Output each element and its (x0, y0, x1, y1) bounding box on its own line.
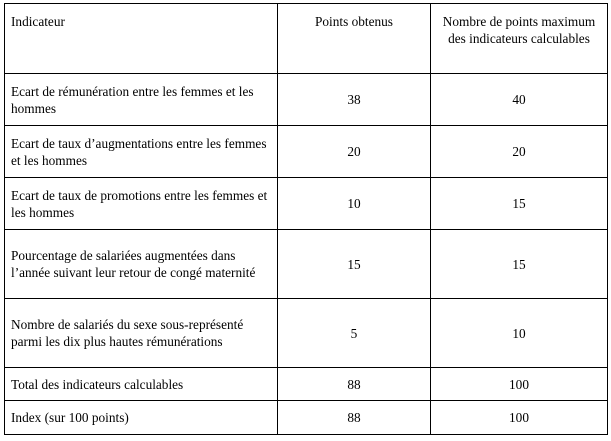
indicator-cell: Pourcentage de salariées augmentées dans l’année suivant leur retour de congé maternité (5, 230, 278, 299)
points-cell: 5 (278, 299, 431, 368)
points-cell: 38 (278, 74, 431, 126)
table-header-row (5, 4, 608, 74)
max-points-cell: 100 (431, 401, 608, 435)
table-row (5, 299, 608, 368)
max-points-cell: 40 (431, 74, 608, 126)
index-table (4, 3, 608, 435)
table-row-total (5, 368, 608, 401)
indicator-cell: Nombre de salariés du sexe sous-représenté parmi les dix plus hautes rémunérations (5, 299, 278, 368)
header-points: Points obtenus (278, 4, 431, 74)
max-points-cell: 15 (431, 230, 608, 299)
header-max-points: Nombre de points maximum des indicateurs calculables (431, 4, 608, 74)
table-row (5, 178, 608, 230)
max-points-cell: 10 (431, 299, 608, 368)
max-points-cell: 100 (431, 368, 608, 401)
points-cell: 88 (278, 368, 431, 401)
points-cell: 10 (278, 178, 431, 230)
indicator-cell: Total des indicateurs calculables (5, 368, 278, 401)
table-row (5, 74, 608, 126)
points-cell: 20 (278, 126, 431, 178)
indicator-cell: Ecart de rémunération entre les femmes et les hommes (5, 74, 278, 126)
indicator-cell: Ecart de taux de promotions entre les femmes et les hommes (5, 178, 278, 230)
table-row (5, 230, 608, 299)
table-row (5, 126, 608, 178)
indicator-cell: Ecart de taux d’augmentations entre les femmes et les hommes (5, 126, 278, 178)
indicator-cell: Index (sur 100 points) (5, 401, 278, 435)
max-points-cell: 15 (431, 178, 608, 230)
max-points-cell: 20 (431, 126, 608, 178)
table-row-index (5, 401, 608, 435)
points-cell: 15 (278, 230, 431, 299)
header-indicator: Indicateur (5, 4, 278, 74)
points-cell: 88 (278, 401, 431, 435)
